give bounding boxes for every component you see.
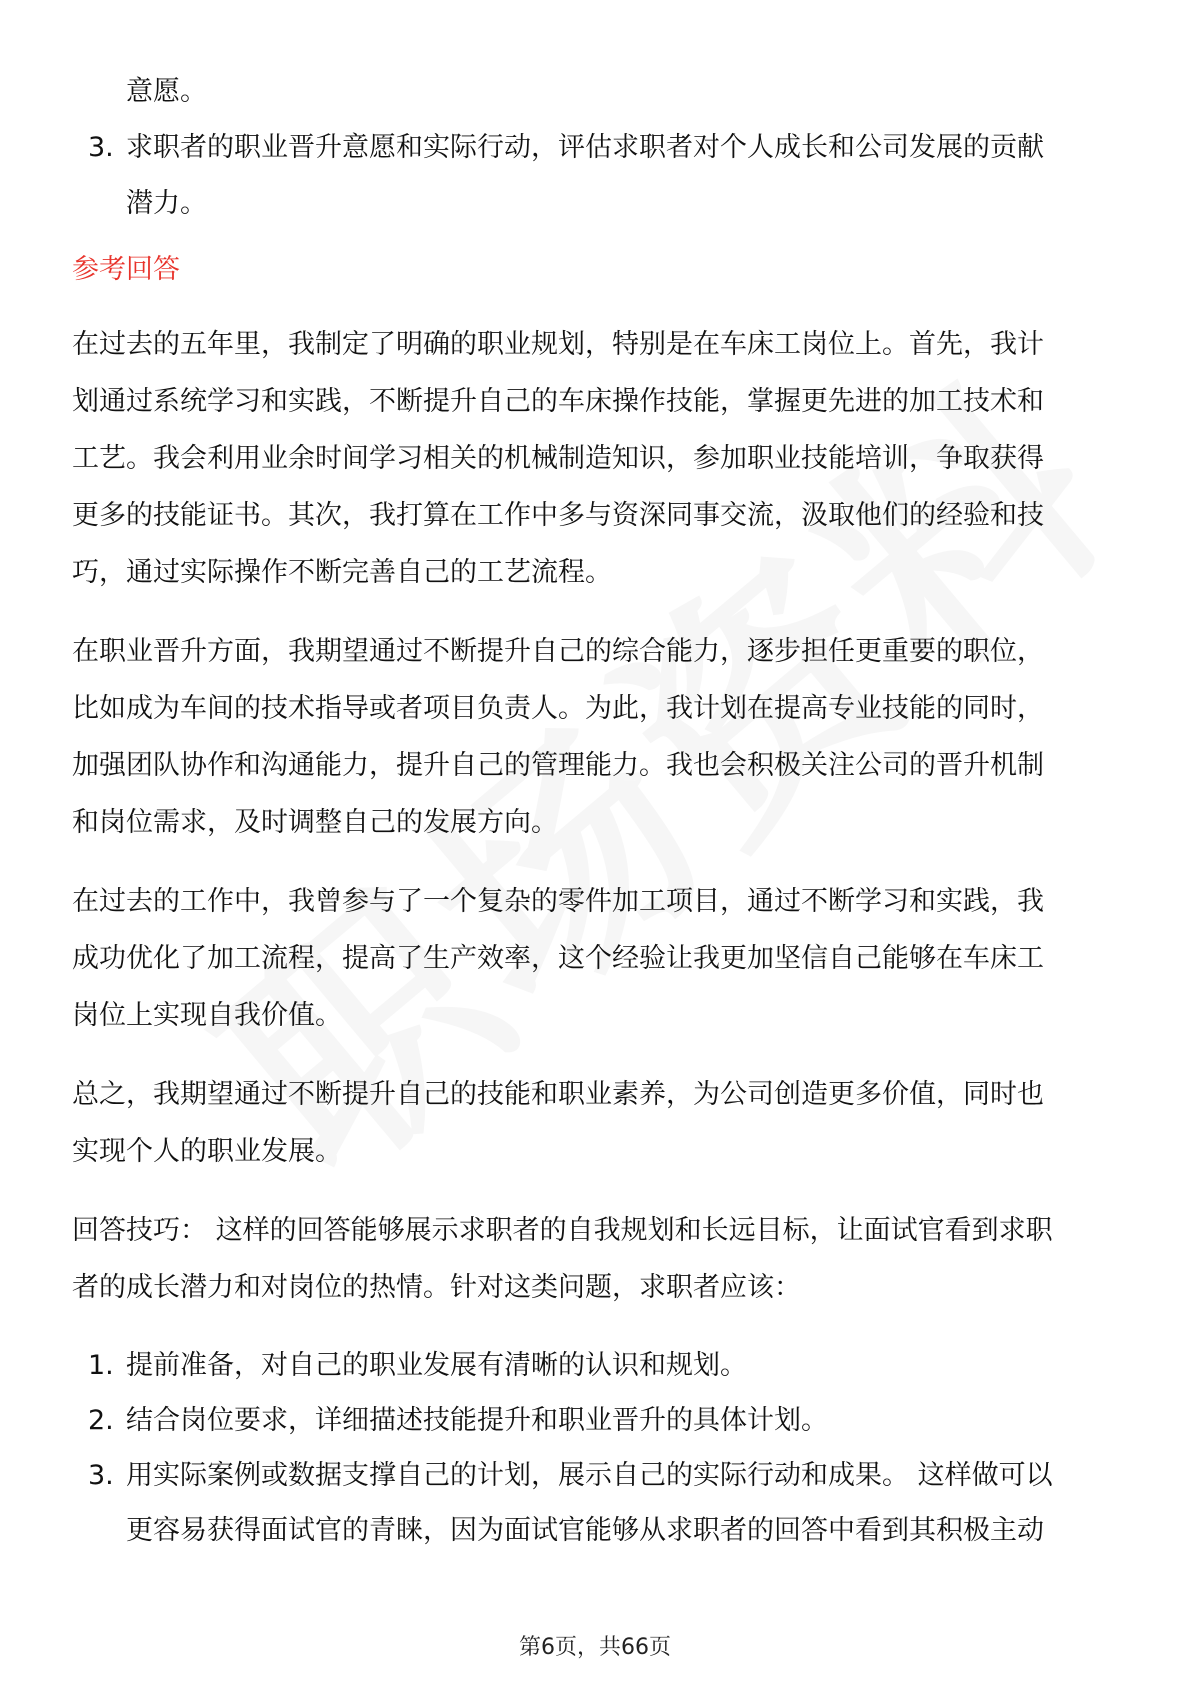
paragraph-line: 和岗位需求，及时调整自己的发展方向。 xyxy=(72,807,558,838)
list-number: 2. xyxy=(88,1405,114,1436)
list-line: 更容易获得面试官的青睐，因为面试官能够从求职者的回答中看到其积极主动 xyxy=(126,1515,1044,1546)
paragraph-line: 成功优化了加工流程，提高了生产效率，这个经验让我更加坚信自己能够在车床工 xyxy=(72,943,1044,974)
paragraph xyxy=(72,316,1128,601)
list-number: 1. xyxy=(88,1350,114,1381)
tips-list xyxy=(72,1338,1128,1558)
paragraph-line: 巧，通过实际操作不断完善自己的工艺流程。 xyxy=(72,557,612,588)
paragraph xyxy=(72,1066,1128,1180)
list-line: 潜力。 xyxy=(126,188,207,219)
list-number: 3. xyxy=(88,1460,114,1491)
paragraph-line: 划通过系统学习和实践，不断提升自己的车床操作技能，掌握更先进的加工技术和 xyxy=(72,386,1044,417)
paragraph-line: 在职业晋升方面，我期望通过不断提升自己的综合能力，逐步担任更重要的职位， xyxy=(72,636,1044,667)
paragraph-line: 在过去的工作中，我曾参与了一个复杂的零件加工项目，通过不断学习和实践，我 xyxy=(72,886,1044,917)
paragraph xyxy=(72,873,1128,1044)
paragraph-line: 者的成长潜力和对岗位的热情。针对这类问题，求职者应该： xyxy=(72,1272,801,1303)
section-title: 参考回答 xyxy=(72,254,180,285)
page-footer: 第6页，共66页 xyxy=(519,1635,671,1660)
paragraph-line: 工艺。我会利用业余时间学习相关的机械制造知识，参加职业技能培训，争取获得 xyxy=(72,443,1044,474)
list-item xyxy=(72,120,1128,232)
list-line: 提前准备，对自己的职业发展有清晰的认识和规划。 xyxy=(126,1350,747,1381)
top-list xyxy=(72,120,1128,232)
paragraph-line: 实现个人的职业发展。 xyxy=(72,1136,342,1167)
list-item xyxy=(72,1448,1128,1558)
paragraph-line: 更多的技能证书。其次，我打算在工作中多与资深同事交流，汲取他们的经验和技 xyxy=(72,500,1044,531)
paragraph-line: 总之，我期望通过不断提升自己的技能和职业素养，为公司创造更多价值，同时也 xyxy=(72,1079,1044,1110)
paragraph-line: 岗位上实现自我价值。 xyxy=(72,1000,342,1031)
list-line: 求职者的职业晋升意愿和实际行动，评估求职者对个人成长和公司发展的贡献 xyxy=(126,132,1044,163)
list-line: 用实际案例或数据支撑自己的计划，展示自己的实际行动和成果。 这样做可以 xyxy=(126,1460,1053,1491)
paragraph-line: 加强团队协作和沟通能力，提升自己的管理能力。我也会积极关注公司的晋升机制 xyxy=(72,750,1044,781)
list-number: 3. xyxy=(88,132,114,163)
paragraph-line: 回答技巧： 这样的回答能够展示求职者的自我规划和长远目标，让面试官看到求职 xyxy=(72,1215,1053,1246)
paragraph xyxy=(72,623,1128,851)
paragraph-tips xyxy=(72,1202,1128,1316)
list-line: 结合岗位要求，详细描述技能提升和职业晋升的具体计划。 xyxy=(126,1405,828,1436)
paragraph-line: 比如成为车间的技术指导或者项目负责人。为此，我计划在提高专业技能的同时， xyxy=(72,693,1044,724)
page-content xyxy=(72,64,1128,1558)
paragraph-line: 在过去的五年里，我制定了明确的职业规划，特别是在车床工岗位上。首先，我计 xyxy=(72,329,1044,360)
list-item xyxy=(72,1338,1128,1393)
list-continuation: 意愿。 xyxy=(126,76,207,107)
list-item xyxy=(72,1393,1128,1448)
